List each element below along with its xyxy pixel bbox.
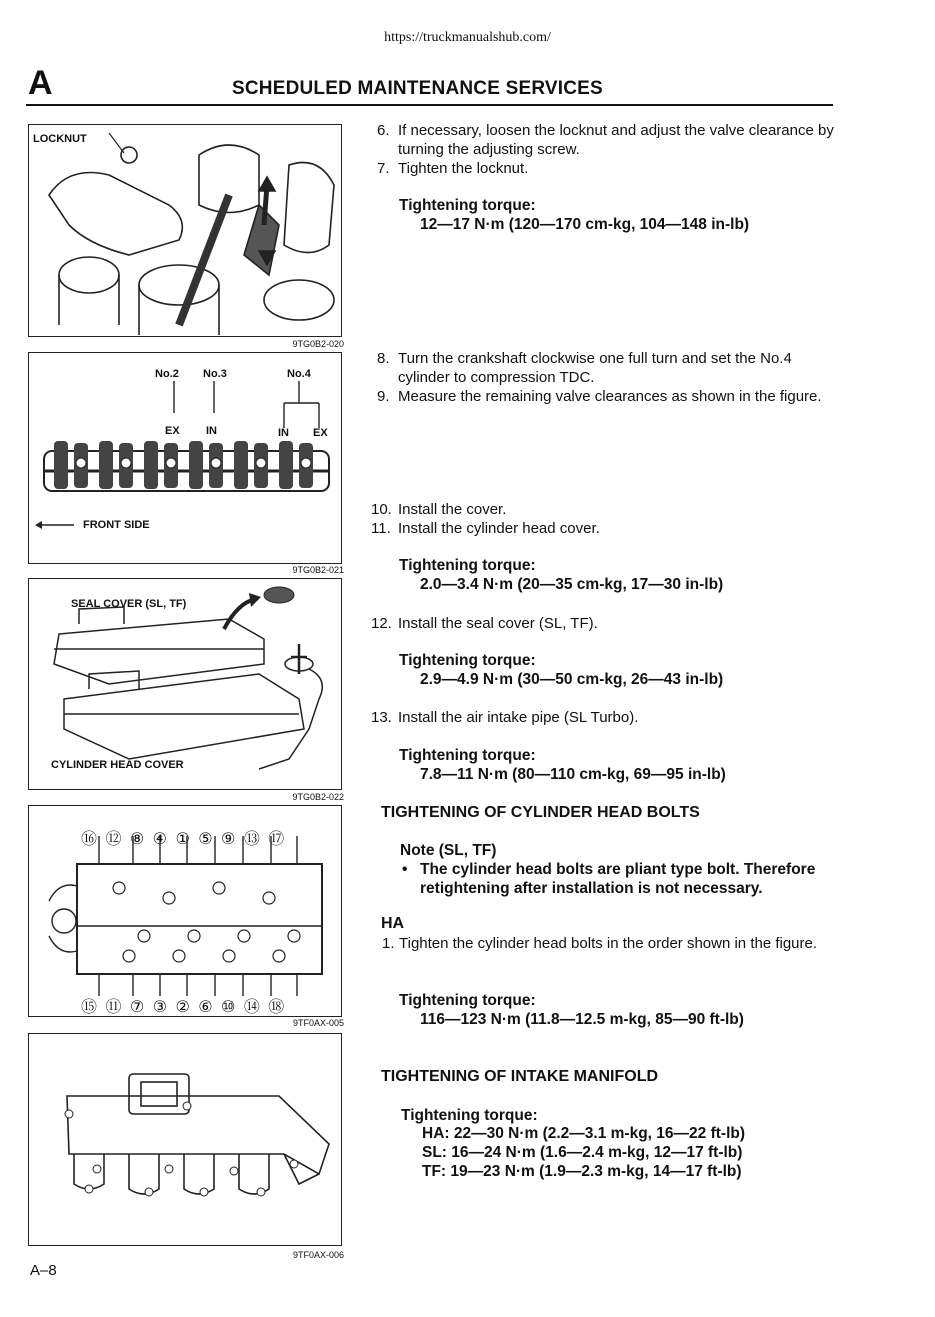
step-text: Measure the remaining valve clearances as shown in the figure. — [398, 388, 822, 405]
section-heading: TIGHTENING OF INTAKE MANIFOLD — [381, 1068, 659, 1085]
torque-value-tf: TF: 19—23 N·m (1.9—2.3 m-kg, 14—17 ft-lb) — [422, 1163, 742, 1180]
step-text: Install the cover. — [398, 501, 507, 518]
figure-bolt-sequence — [28, 805, 342, 1017]
page-title: SCHEDULED MAINTENANCE SERVICES — [232, 78, 603, 99]
page-number: A–8 — [30, 1262, 57, 1279]
step-6 — [377, 121, 842, 159]
ha-label: HA — [381, 915, 405, 932]
step-text: Install the air intake pipe (SL Turbo). — [398, 709, 639, 726]
in-label: IN — [206, 425, 217, 437]
step-11 — [371, 519, 836, 538]
step-number: 1. — [382, 935, 395, 952]
torque-label: Tightening torque: — [399, 557, 536, 574]
torque-label: Tightening torque: — [399, 992, 536, 1009]
note-title: Note (SL, TF) — [400, 842, 497, 859]
step-7 — [377, 159, 842, 178]
step-9 — [377, 387, 842, 406]
step-text: Tighten the cylinder head bolts in the order shown in the figure. — [399, 935, 818, 952]
torque-label: Tightening torque: — [401, 1107, 538, 1124]
bullet: • — [402, 861, 408, 878]
step-8 — [377, 349, 842, 387]
bolt-order-bottom: ⑮ ⑪ ⑦ ③ ② ⑥ ⑩ ⑭ ⑱ — [81, 999, 287, 1016]
step-number: 7. — [377, 160, 390, 177]
torque-label: Tightening torque: — [399, 747, 536, 764]
step-text: Install the cylinder head cover. — [398, 520, 600, 537]
figure-code: 9TF0AX-006 — [292, 1250, 344, 1260]
step-text: Tighten the locknut. — [398, 160, 529, 177]
no3-label: No.3 — [203, 368, 227, 380]
torque-value: 7.8—11 N·m (80—110 cm-kg, 69—95 in-lb) — [420, 766, 726, 783]
no4-label: No.4 — [287, 368, 311, 380]
step-number: 9. — [377, 388, 390, 405]
section-letter: A — [28, 64, 53, 102]
ha-step-1 — [382, 934, 847, 953]
step-number: 12. — [371, 615, 392, 632]
step-13 — [371, 708, 836, 727]
header-rule — [26, 104, 833, 106]
rocker-arm-illustration — [29, 353, 342, 564]
locknut-label: LOCKNUT — [33, 133, 87, 145]
step-number: 8. — [377, 350, 390, 367]
figure-code: 9TG0B2-021 — [292, 565, 344, 575]
front-side-label: FRONT SIDE — [83, 519, 150, 531]
torque-value: 116—123 N·m (11.8—12.5 m-kg, 85—90 ft-lb) — [420, 1011, 744, 1028]
in-label: IN — [278, 427, 289, 439]
torque-label: Tightening torque: — [399, 652, 536, 669]
step-text: Install the seal cover (SL, TF). — [398, 615, 598, 632]
bolt-order-top: ⑯ ⑫ ⑧ ④ ① ⑤ ⑨ ⑬ ⑰ — [81, 831, 287, 848]
step-10 — [371, 500, 836, 519]
step-text: Turn the crankshaft clockwise one full turn and set the No.4 cylinder to compression TDC. — [398, 350, 792, 386]
step-number: 13. — [371, 709, 392, 726]
figure-valve-clearance — [28, 352, 342, 564]
ex-label: EX — [313, 427, 328, 439]
torque-value-ha: HA: 22—30 N·m (2.2—3.1 m-kg, 16—22 ft-lb) — [422, 1125, 746, 1142]
figure-valve-adjust — [28, 124, 342, 337]
step-number: 11. — [371, 520, 391, 537]
intake-manifold-illustration — [29, 1034, 342, 1246]
figure-code: 9TG0B2-022 — [292, 792, 344, 802]
note-text: The cylinder head bolts are pliant type bolt. Therefore retightening after installation is not necessary. — [420, 861, 816, 897]
head-cover-label: CYLINDER HEAD COVER — [51, 759, 184, 771]
torque-label: Tightening torque: — [399, 197, 536, 214]
valve-adjust-illustration — [29, 125, 342, 337]
torque-value-sl: SL: 16—24 N·m (1.6—2.4 m-kg, 12—17 ft-lb) — [422, 1144, 743, 1161]
torque-value: 12—17 N·m (120—170 cm-kg, 104—148 in-lb) — [420, 216, 750, 233]
ex-label: EX — [165, 425, 180, 437]
torque-value: 2.9—4.9 N·m (30—50 cm-kg, 26—43 in-lb) — [420, 671, 724, 688]
seal-cover-label: SEAL COVER (SL, TF) — [71, 598, 187, 610]
no2-label: No.2 — [155, 368, 179, 380]
step-number: 6. — [377, 122, 390, 139]
figure-code: 9TG0B2-020 — [292, 339, 344, 349]
source-url[interactable]: https://truckmanualshub.com/ — [384, 30, 551, 45]
figure-intake-manifold — [28, 1033, 342, 1246]
figure-code: 9TF0AX-005 — [292, 1018, 344, 1028]
section-heading: TIGHTENING OF CYLINDER HEAD BOLTS — [381, 804, 700, 821]
step-text: If necessary, loosen the locknut and adjust the valve clearance by turning the adjusting screw. — [398, 122, 834, 158]
step-number: 10. — [371, 501, 392, 518]
step-12 — [371, 614, 836, 633]
torque-value: 2.0—3.4 N·m (20—35 cm-kg, 17—30 in-lb) — [420, 576, 724, 593]
note-body — [400, 860, 840, 898]
figure-covers — [28, 578, 342, 790]
